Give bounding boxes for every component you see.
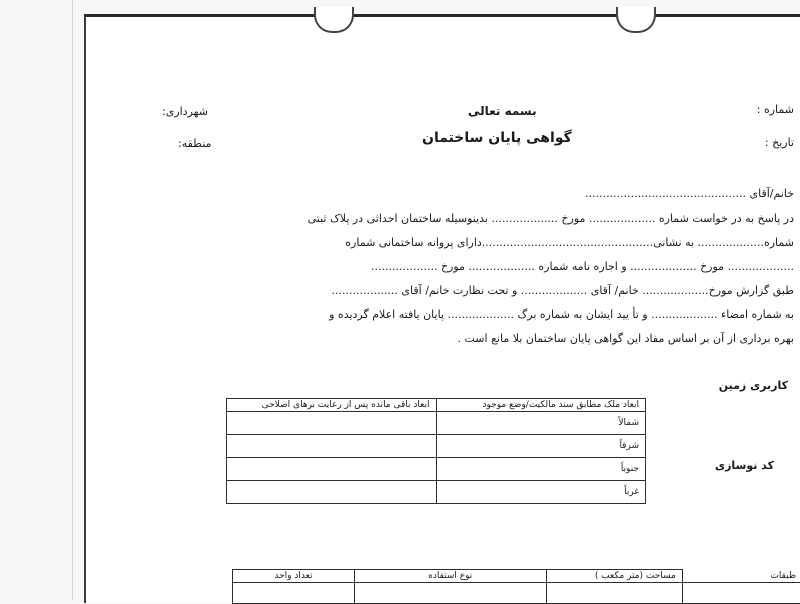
floors-header-units: تعداد واحد bbox=[233, 570, 355, 583]
table-row bbox=[227, 458, 646, 481]
floors-cell bbox=[682, 583, 800, 604]
body-line-2: در پاسخ به در خواست شماره ................... مورخ ................... بدینوسیله ساختمان احداثی در پلاک ثبتی bbox=[308, 212, 794, 225]
dimensions-header-remaining: ابعاد باقی مانده پس از رعایت برهای اصلاحی bbox=[227, 399, 437, 412]
remaining-cell bbox=[227, 458, 437, 481]
floors-header-row bbox=[233, 570, 800, 583]
floors-cell bbox=[546, 583, 682, 604]
body-line-5: طبق گزارش مورخ................... خانم/ آقای ................... و تحت نظارت خانم/ آقای ................... bbox=[331, 284, 794, 297]
certificate-title: گواهی پایان ساختمان bbox=[422, 130, 572, 146]
region-label: منطقه: bbox=[178, 137, 211, 150]
scan-edge-line bbox=[72, 0, 73, 600]
date-label: تاریخ : bbox=[765, 136, 794, 149]
remaining-cell bbox=[227, 412, 437, 435]
remaining-cell bbox=[227, 435, 437, 458]
body-line-1: خانم/آقای .............................................. bbox=[585, 187, 794, 200]
floors-header-floors: طبقات bbox=[682, 570, 800, 583]
table-row bbox=[227, 435, 646, 458]
dimensions-table bbox=[226, 398, 646, 504]
body-line-4: ................... مورخ ................... و اجاره نامه شماره ................... مورخ ................... bbox=[371, 260, 794, 273]
land-use-label: کاربری زمین bbox=[719, 379, 788, 392]
dimensions-header-deed: ابعاد ملک مطابق سند مالکیت/وضع موجود bbox=[436, 399, 646, 412]
zoning-code-label: کد نوسازی bbox=[715, 459, 774, 472]
floors-cell bbox=[233, 583, 355, 604]
floors-table bbox=[232, 569, 800, 604]
direction-cell: شرقاً bbox=[436, 435, 646, 458]
body-line-6: به شماره امضاء ................... و تأ یید ایشان به شماره برگ ................... پایان یافته اعلام گردیده و bbox=[329, 308, 794, 321]
body-line-3: شماره................... به نشانی.................................................دارای پروانه ساختمانی شماره bbox=[345, 236, 794, 249]
table-row bbox=[227, 481, 646, 504]
number-label: شماره : bbox=[757, 103, 794, 116]
floors-header-area: مساحت (متر مکعب ) bbox=[546, 570, 682, 583]
body-line-7: بهره برداری از آن بر اساس مفاد این گواهی پایان ساختمان بلا مانع است . bbox=[458, 332, 795, 345]
document-content bbox=[86, 17, 800, 603]
floors-cell bbox=[354, 583, 546, 604]
municipality-label: شهرداری: bbox=[162, 105, 208, 118]
table-row bbox=[233, 583, 800, 604]
direction-cell: شمالاً bbox=[436, 412, 646, 435]
floors-header-usage: نوع استفاده bbox=[354, 570, 546, 583]
table-row bbox=[227, 412, 646, 435]
direction-cell: غرباً bbox=[436, 481, 646, 504]
remaining-cell bbox=[227, 481, 437, 504]
certificate-page bbox=[84, 14, 800, 603]
dimensions-header-row bbox=[227, 399, 646, 412]
bismillah-heading: بسمه تعالی bbox=[468, 104, 537, 118]
direction-cell: جنوباً bbox=[436, 458, 646, 481]
